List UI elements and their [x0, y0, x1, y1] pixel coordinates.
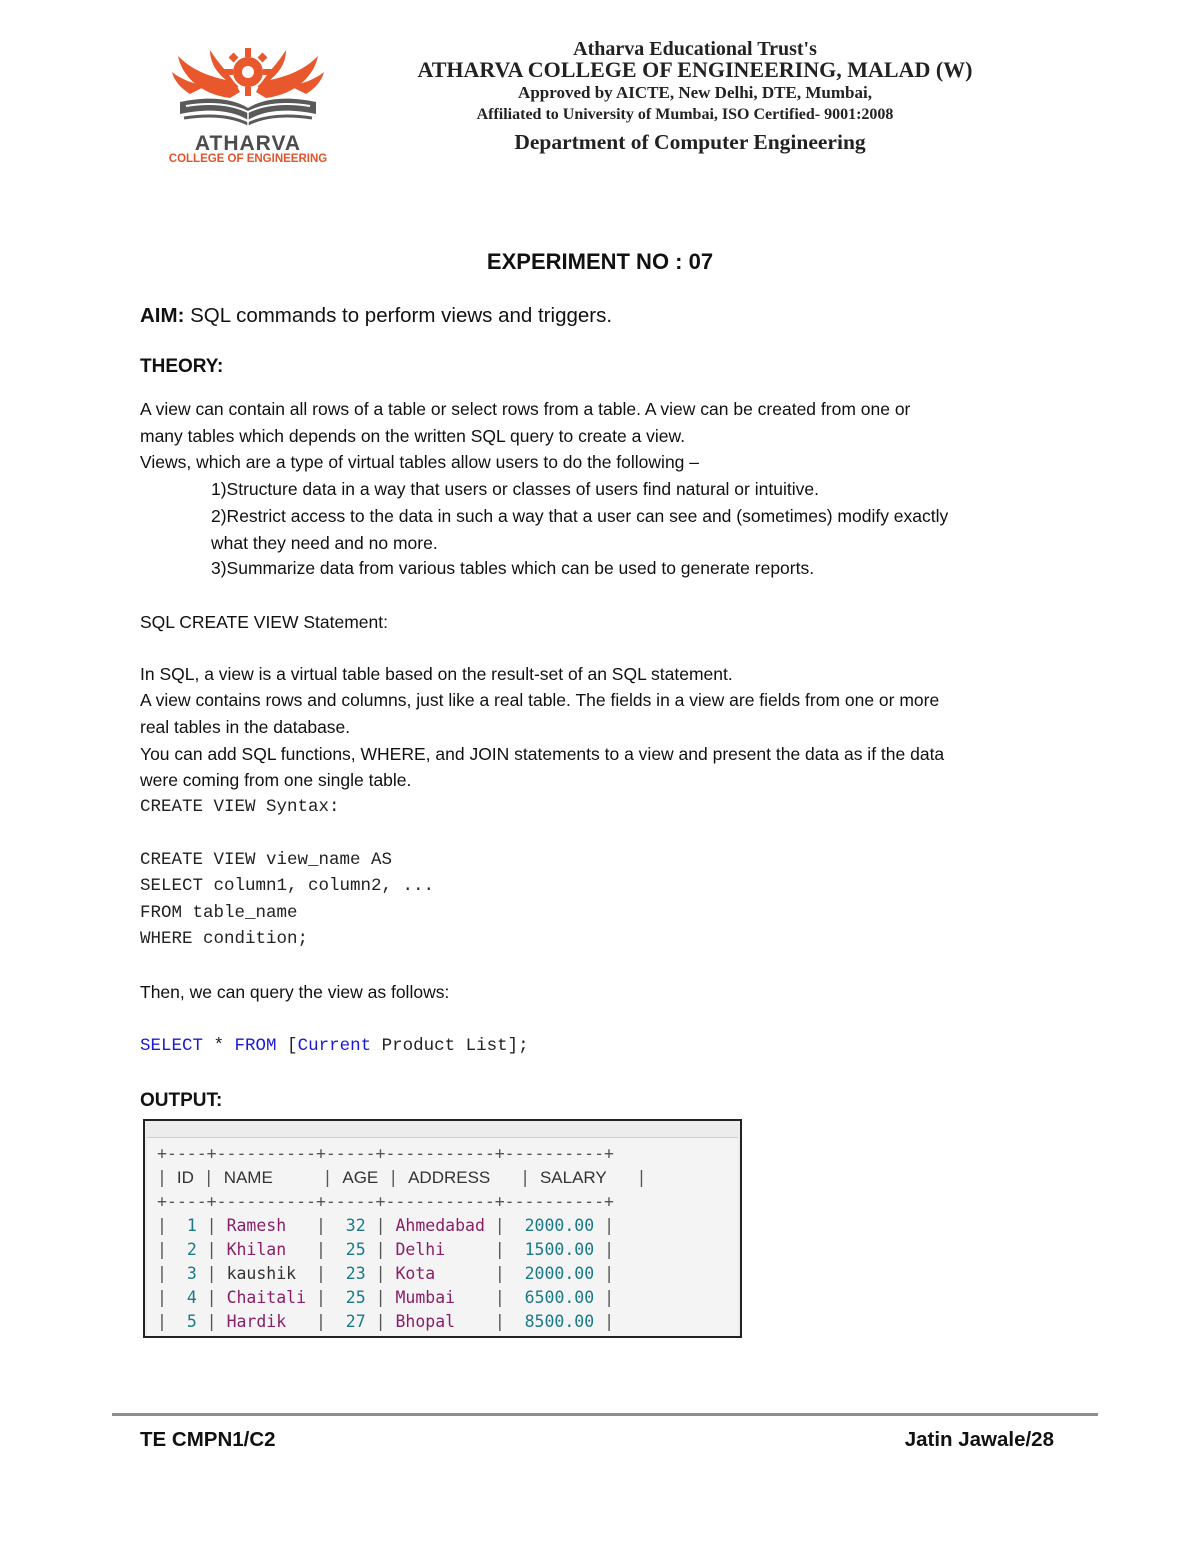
create-view-line: A view contains rows and columns, just like a real table. The fields in a view are fields from one or more	[140, 690, 940, 710]
create-view-line: You can add SQL functions, WHERE, and JOIN statements to a view and present the data as if the data	[140, 744, 945, 764]
cell-address: Kota	[395, 1264, 436, 1283]
footer-author: Jatin Jawale/28	[904, 1428, 1054, 1451]
department-name: Department of Computer Engineering	[514, 130, 866, 154]
cell-address: Ahmedabad	[395, 1216, 485, 1235]
output-heading: OUTPUT:	[140, 1090, 223, 1111]
logo-text: ATHARVA	[194, 132, 302, 155]
cell-age: 25	[345, 1288, 366, 1307]
output-table-area	[147, 1137, 738, 1336]
theory-point: 1)Structure data in a way that users or classes of users find natural or intuitive.	[211, 479, 819, 499]
theory-line: Views, which are a type of virtual tables allow users to do the following –	[140, 452, 700, 472]
syntax-code-line: FROM table_name	[140, 903, 298, 923]
affiliation-line: Affiliated to University of Mumbai, ISO Certified- 9001:2008	[476, 106, 894, 123]
theory-line: many tables which depends on the written SQL query to create a view.	[140, 426, 686, 446]
cell-salary: 1500.00	[524, 1240, 595, 1259]
create-view-line: were coming from one single table.	[140, 770, 412, 790]
query-star: *	[203, 1036, 235, 1056]
col-id: ID	[176, 1168, 194, 1187]
cell-salary: 2000.00	[524, 1264, 595, 1283]
cell-id: 1	[186, 1216, 197, 1235]
theory-heading: THEORY:	[140, 356, 224, 377]
theory-point: what they need and no more.	[211, 533, 438, 553]
cell-id: 3	[186, 1264, 197, 1283]
cell-age: 27	[345, 1312, 366, 1331]
table-row: | 5 | Hardik | 27 | Bhopal | 8500.00 |	[157, 1312, 615, 1331]
table-row: | 4 | Chaitali | 25 | Mumbai | 6500.00 |	[157, 1288, 615, 1307]
cell-address: Mumbai	[395, 1288, 456, 1307]
col-age: AGE	[342, 1168, 379, 1187]
cell-name: Khilan	[226, 1240, 287, 1259]
table-row: | 1 | Ramesh | 32 | Ahmedabad | 2000.00 |	[157, 1216, 615, 1235]
cell-salary: 6500.00	[524, 1288, 595, 1307]
cell-address: Bhopal	[395, 1312, 456, 1331]
syntax-label: CREATE VIEW Syntax:	[140, 797, 340, 817]
table-border-top: +----+----------+-----+-----------+----------+	[157, 1144, 614, 1163]
cell-id: 4	[186, 1288, 197, 1307]
from-keyword: FROM	[234, 1036, 277, 1056]
college-name: ATHARVA COLLEGE OF ENGINEERING, MALAD (W)	[417, 57, 973, 82]
experiment-title: EXPERIMENT NO : 07	[486, 249, 714, 274]
syntax-code-line: WHERE condition;	[140, 929, 309, 949]
cell-name: Hardik	[226, 1312, 287, 1331]
cell-id: 5	[186, 1312, 197, 1331]
table-row: | 3 | kaushik | 23 | Kota | 2000.00 |	[157, 1264, 615, 1283]
col-salary: SALARY	[539, 1168, 607, 1187]
cell-salary: 2000.00	[524, 1216, 595, 1235]
theory-line: A view can contain all rows of a table or select rows from a table. A view can be created from one or	[140, 399, 911, 419]
footer-divider	[112, 1413, 1098, 1416]
footer-class: TE CMPN1/C2	[140, 1428, 276, 1451]
syntax-code-line: SELECT column1, column2, ...	[140, 876, 435, 896]
cell-age: 25	[345, 1240, 366, 1259]
cell-name: Chaitali	[226, 1288, 307, 1307]
approval-line: Approved by AICTE, New Delhi, DTE, Mumbai,	[518, 83, 872, 102]
output-screenshot	[143, 1119, 742, 1338]
cell-age: 32	[345, 1216, 366, 1235]
theory-point: 3)Summarize data from various tables which can be used to generate reports.	[211, 558, 815, 578]
create-view-heading: SQL CREATE VIEW Statement:	[140, 612, 388, 632]
col-name: NAME	[223, 1168, 273, 1187]
query-intro: Then, we can query the view as follows:	[140, 982, 450, 1002]
aim-label: AIM:	[140, 304, 185, 327]
table-header-row: | ID | NAME | AGE | ADDRESS | SALARY |	[157, 1168, 647, 1187]
cell-address: Delhi	[395, 1240, 446, 1259]
cell-name: kaushik	[226, 1264, 297, 1283]
logo-subtext: COLLEGE OF ENGINEERING	[168, 153, 328, 165]
col-address: ADDRESS	[408, 1168, 491, 1187]
cell-name: Ramesh	[226, 1216, 287, 1235]
theory-point: 2)Restrict access to the data in such a way that a user can see and (sometimes) modify exactly	[211, 506, 949, 526]
cell-id: 2	[186, 1240, 197, 1259]
create-view-line: In SQL, a view is a virtual table based on the result-set of an SQL statement.	[140, 664, 733, 684]
aim-line	[140, 304, 612, 328]
query-bracket: [	[276, 1036, 298, 1056]
cell-age: 23	[345, 1264, 366, 1283]
cell-salary: 8500.00	[524, 1312, 595, 1331]
syntax-code-line: CREATE VIEW view_name AS	[140, 850, 393, 870]
query-rest: Product List];	[371, 1036, 529, 1056]
select-keyword: SELECT	[140, 1036, 204, 1056]
trust-name: Atharva Educational Trust's	[573, 38, 817, 60]
aim-text: SQL commands to perform views and triggers.	[190, 304, 613, 327]
table-border-mid: +----+----------+-----+-----------+----------+	[157, 1192, 614, 1211]
create-view-line: real tables in the database.	[140, 717, 351, 737]
table-row: | 2 | Khilan | 25 | Delhi | 1500.00 |	[157, 1240, 615, 1259]
query-code	[140, 1036, 529, 1056]
current-keyword: Current	[297, 1036, 372, 1056]
